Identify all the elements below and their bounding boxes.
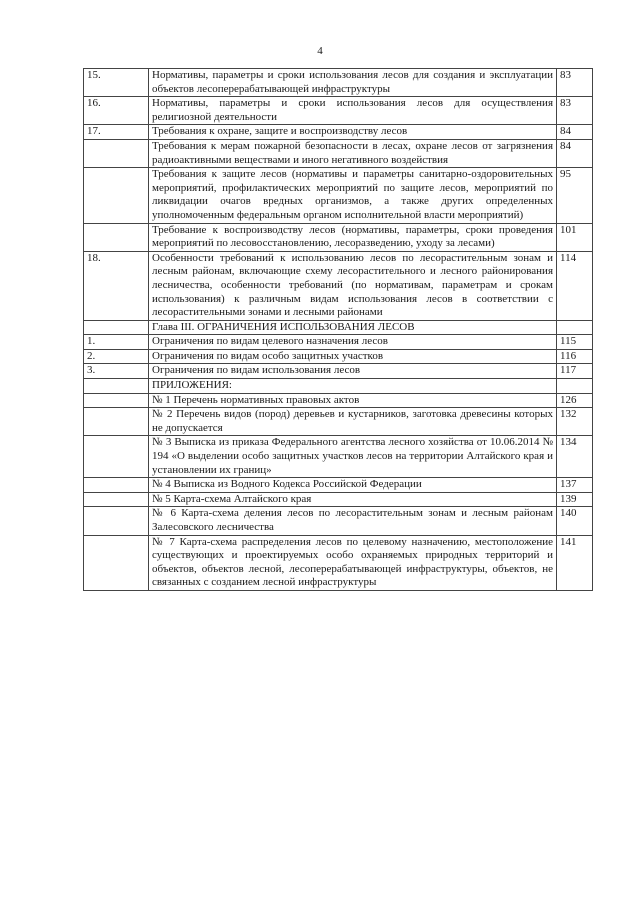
row-title: Требования к охране, защите и воспроизводству лесов: [149, 125, 557, 140]
table-of-contents: [83, 68, 593, 591]
toc-row: [84, 364, 593, 379]
toc-row: [84, 223, 593, 251]
row-number: 2.: [84, 349, 149, 364]
row-page: 117: [557, 364, 593, 379]
row-title: Ограничения по видам особо защитных участков: [149, 349, 557, 364]
row-number: 1.: [84, 335, 149, 350]
row-number: [84, 393, 149, 408]
row-number: [84, 492, 149, 507]
row-page: [557, 320, 593, 335]
row-number: [84, 139, 149, 167]
row-number: 3.: [84, 364, 149, 379]
row-title: № 7 Карта-схема распределения лесов по целевому назначению, местоположение существующих и проектируемых особо охраняемых природных территорий и объектов, объектов лесной, лесоперерабатывающей инфраструктуры, объектов, не связанных с созданием лесной инфраструктуры: [149, 535, 557, 590]
toc-row: [84, 335, 593, 350]
row-page: 140: [557, 507, 593, 535]
row-page: 115: [557, 335, 593, 350]
row-number: 15.: [84, 69, 149, 97]
toc-row: [84, 393, 593, 408]
row-title: № 5 Карта-схема Алтайского края: [149, 492, 557, 507]
row-title: № 4 Выписка из Водного Кодекса Российской Федерации: [149, 478, 557, 493]
appendix-heading: ПРИЛОЖЕНИЯ:: [149, 379, 557, 394]
row-title: Нормативы, параметры и сроки использования лесов для осуществления религиозной деятельности: [149, 97, 557, 125]
row-title: № 2 Перечень видов (пород) деревьев и кустарников, заготовка древесины которых не допускается: [149, 408, 557, 436]
toc-row: [84, 349, 593, 364]
row-page: 84: [557, 139, 593, 167]
toc-row: [84, 436, 593, 478]
row-title: Требования к защите лесов (нормативы и параметры санитарно-оздоровительных мероприятий, профилактических мероприятий по защите лесов, мероприятий по ликвидации очагов вредных организмов, а также других определенных уполномоченным федеральным органом исполнительной власти мероприятий): [149, 168, 557, 223]
row-title: Ограничения по видам использования лесов: [149, 364, 557, 379]
row-number: [84, 507, 149, 535]
row-number: [84, 535, 149, 590]
row-page: 83: [557, 69, 593, 97]
row-title: Особенности требований к использованию лесов по лесорастительным зонам и лесным районам, включающие схему лесорастительного и лесного районирования лесничества, особенности требований (по нормативам, параметрам и срокам использования) к различным видам использования лесов в соответствии с лесорастительными зонами и лесными районами: [149, 251, 557, 320]
row-page: 137: [557, 478, 593, 493]
row-number: 16.: [84, 97, 149, 125]
row-page: 116: [557, 349, 593, 364]
row-page: 83: [557, 97, 593, 125]
row-title: № 3 Выписка из приказа Федерального агентства лесного хозяйства от 10.06.2014 № 194 «О выделении особо защитных участков лесов на территории Алтайского края и установлении их границ»: [149, 436, 557, 478]
toc-row: [84, 69, 593, 97]
row-page: 141: [557, 535, 593, 590]
row-page: 84: [557, 125, 593, 140]
toc-row: [84, 535, 593, 590]
row-number: [84, 478, 149, 493]
row-number: [84, 408, 149, 436]
row-page: [557, 379, 593, 394]
row-page: 114: [557, 251, 593, 320]
toc-row: [84, 408, 593, 436]
toc-row: [84, 168, 593, 223]
toc-row: [84, 507, 593, 535]
toc-row: [84, 251, 593, 320]
toc-row: [84, 379, 593, 394]
row-number: 18.: [84, 251, 149, 320]
toc-row: [84, 97, 593, 125]
row-page: 101: [557, 223, 593, 251]
row-title: № 6 Карта-схема деления лесов по лесорастительным зонам и лесным районам Залесовского лесничества: [149, 507, 557, 535]
row-page: 139: [557, 492, 593, 507]
page-number: 4: [317, 45, 323, 57]
row-number: [84, 436, 149, 478]
toc-row: [84, 492, 593, 507]
row-page: 134: [557, 436, 593, 478]
row-number: [84, 168, 149, 223]
row-number: [84, 223, 149, 251]
row-title: № 1 Перечень нормативных правовых актов: [149, 393, 557, 408]
row-page: 132: [557, 408, 593, 436]
row-page: 95: [557, 168, 593, 223]
row-number: [84, 379, 149, 394]
row-page: 126: [557, 393, 593, 408]
chapter-heading: Глава III. ОГРАНИЧЕНИЯ ИСПОЛЬЗОВАНИЯ ЛЕСОВ: [149, 320, 557, 335]
row-number: 17.: [84, 125, 149, 140]
row-title: Ограничения по видам целевого назначения лесов: [149, 335, 557, 350]
row-number: [84, 320, 149, 335]
toc-row: [84, 320, 593, 335]
row-title: Требование к воспроизводству лесов (нормативы, параметры, сроки проведения мероприятий по лесовосстановлению, лесоразведению, уходу за лесами): [149, 223, 557, 251]
toc-row: [84, 139, 593, 167]
row-title: Нормативы, параметры и сроки использования лесов для создания и эксплуатации объектов лесоперерабатывающей инфраструктуры: [149, 69, 557, 97]
toc-row: [84, 478, 593, 493]
row-title: Требования к мерам пожарной безопасности в лесах, охране лесов от загрязнения радиоактивными веществами и иного негативного воздействия: [149, 139, 557, 167]
toc-row: [84, 125, 593, 140]
